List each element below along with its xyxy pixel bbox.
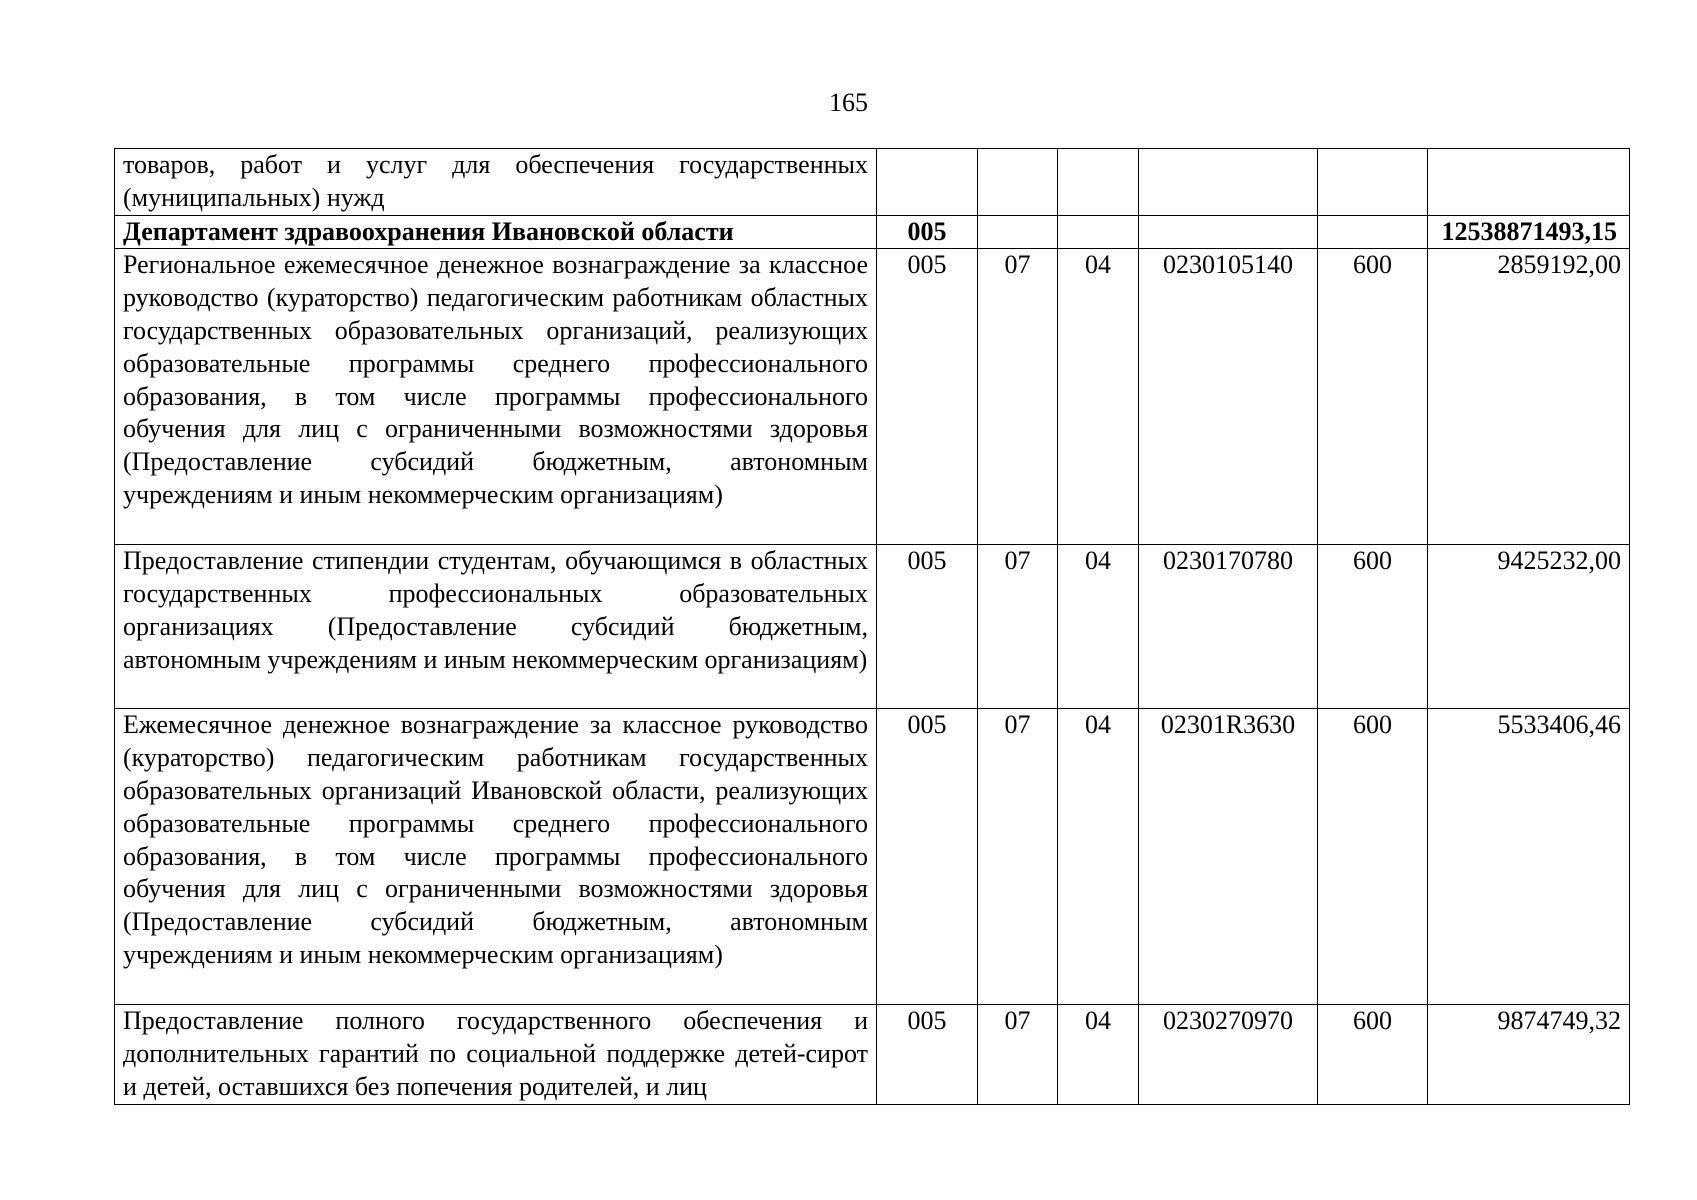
subsection-code: 04 [1058,709,1139,1005]
target-article-code: 02301R3630 [1139,709,1318,1005]
ministry-code: 005 [877,215,978,249]
subsection-code: 04 [1058,545,1139,709]
amount: 9874749,32 [1428,1005,1630,1104]
table-row [115,709,1630,1005]
expense-type-code [1318,149,1428,216]
target-article-code: 0230170780 [1139,545,1318,709]
section-code: 07 [978,709,1058,1005]
subsection-code: 04 [1058,1005,1139,1104]
row-description: Региональное ежемесячное денежное вознаграждение за классное руководство (кураторство) педагогическим работникам областных государственных образовательных организаций, реализующих образовательные программы среднего профессионального образования, в том числе программы профессионального обучения для лиц с ограниченными возможностями здоровья (Предоставление субсидий бюджетным, автономным учреждениям и иным некоммерческим организациям) [115,249,877,545]
amount: 2859192,00 [1428,249,1630,545]
expense-type-code: 600 [1318,249,1428,545]
table-row-department [115,215,1630,249]
budget-table [114,148,1630,1105]
amount [1428,149,1630,216]
amount: 5533406,46 [1428,709,1630,1005]
table-row [115,149,1630,216]
amount: 9425232,00 [1428,545,1630,709]
row-description: Департамент здравоохранения Ивановской области [115,215,877,249]
ministry-code: 005 [877,249,978,545]
target-article-code [1139,215,1318,249]
expense-type-code: 600 [1318,1005,1428,1104]
expense-type-code: 600 [1318,709,1428,1005]
section-code: 07 [978,545,1058,709]
page-number: 165 [829,88,868,117]
row-description: товаров, работ и услуг для обеспечения государственных (муниципальных) нужд [115,149,877,216]
subsection-code [1058,215,1139,249]
amount: 12538871493,15 [1428,215,1630,249]
table-row [115,545,1630,709]
subsection-code: 04 [1058,249,1139,545]
table-row [115,1005,1630,1104]
ministry-code: 005 [877,1005,978,1104]
section-code: 07 [978,249,1058,545]
row-description: Предоставление стипендии студентам, обучающимся в областных государственных профессиональных образовательных организациях (Предоставление субсидий бюджетным, автономным учреждениям и иным некоммерческим организациям) [115,545,877,709]
expense-type-code: 600 [1318,545,1428,709]
section-code [978,149,1058,216]
row-description: Предоставление полного государственного обеспечения и дополнительных гарантий по социальной поддержке детей-сирот и детей, оставшихся без попечения родителей, и лиц [115,1005,877,1104]
ministry-code [877,149,978,216]
section-code [978,215,1058,249]
target-article-code [1139,149,1318,216]
ministry-code: 005 [877,709,978,1005]
expense-type-code [1318,215,1428,249]
target-article-code: 0230270970 [1139,1005,1318,1104]
section-code: 07 [978,1005,1058,1104]
target-article-code: 0230105140 [1139,249,1318,545]
row-description: Ежемесячное денежное вознаграждение за классное руководство (кураторство) педагогическим работникам государственных образовательных организаций Ивановской области, реализующих образовательные программы среднего профессионального образования, в том числе программы профессионального обучения для лиц с ограниченными возможностями здоровья (Предоставление субсидий бюджетным, автономным учреждениям и иным некоммерческим организациям) [115,709,877,1005]
ministry-code: 005 [877,545,978,709]
table-row [115,249,1630,545]
subsection-code [1058,149,1139,216]
